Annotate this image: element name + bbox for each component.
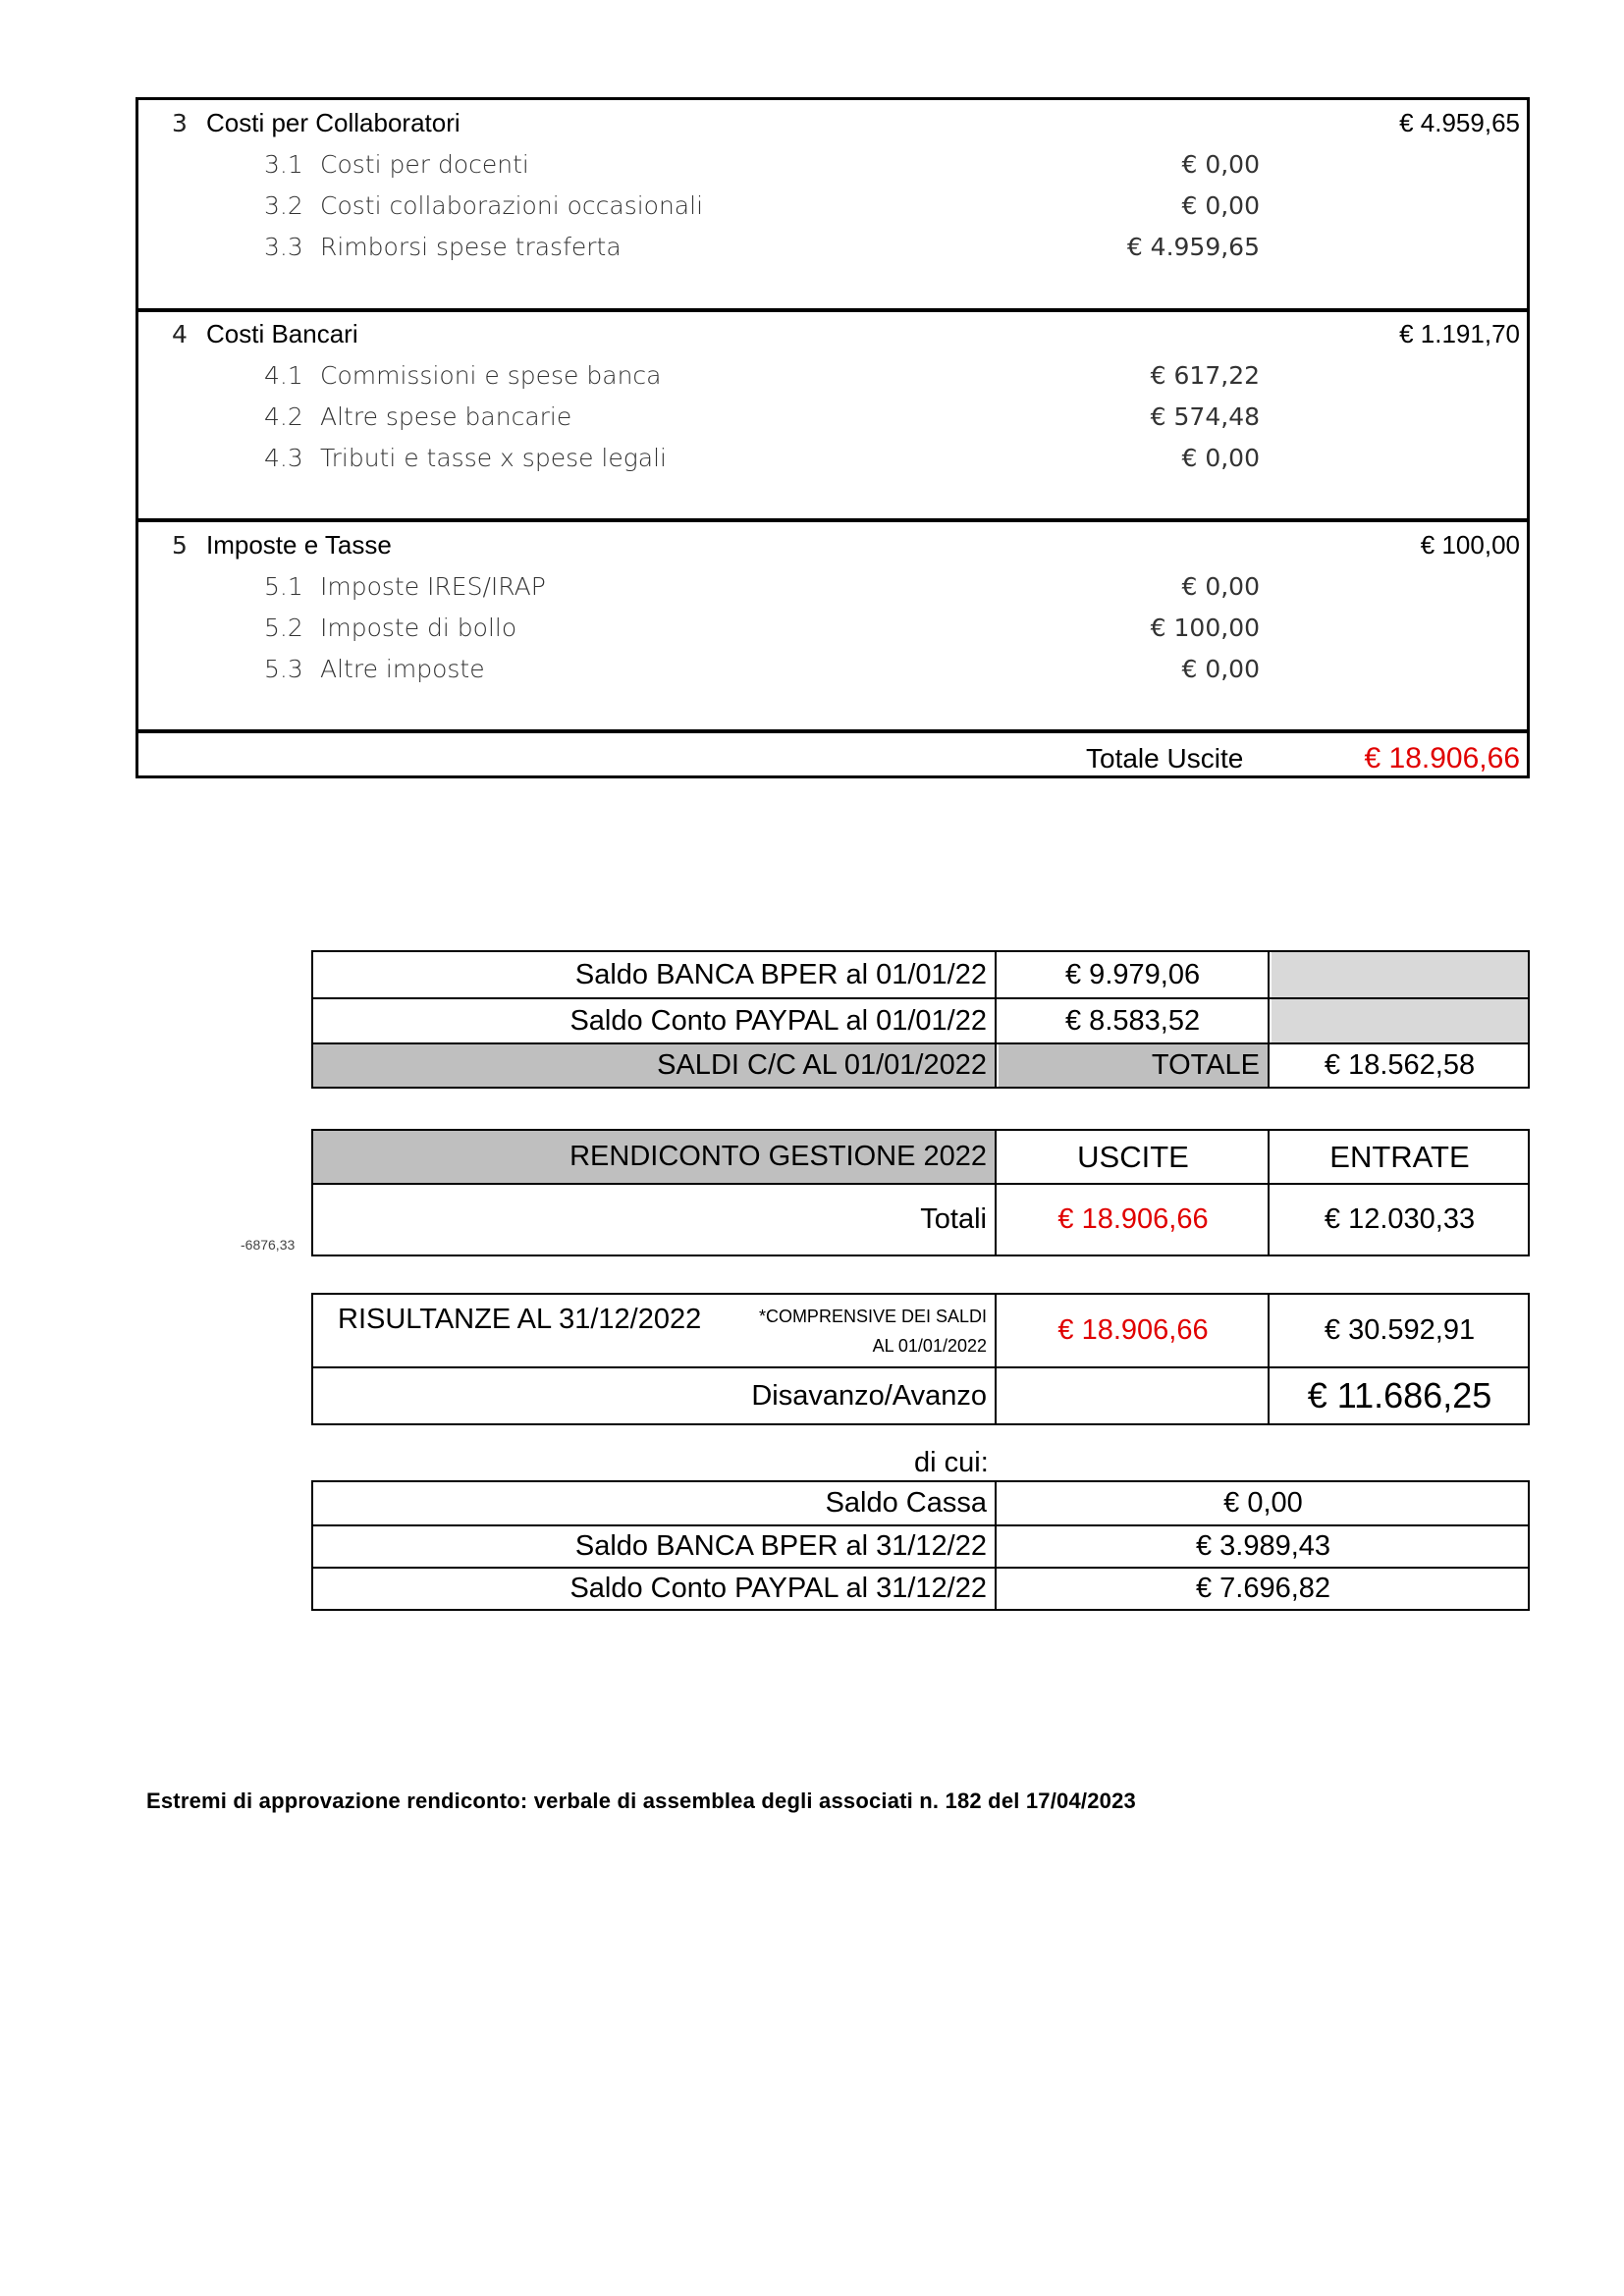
category-amount: € 1.191,70 (1399, 319, 1520, 348)
closing-balances-table (311, 1480, 1530, 1611)
row-amount: € 3.989,43 (1195, 1530, 1331, 1562)
item-amount: € 0,00 (1181, 191, 1260, 220)
empty-cell (999, 1368, 1270, 1423)
item-number: 3.3 (264, 233, 303, 261)
item-number: 4.1 (264, 361, 303, 390)
section-divider (135, 308, 1530, 312)
item-number: 5.3 (264, 655, 303, 683)
opening-balances-table (311, 950, 1530, 1089)
totali-entrate: € 12.030,33 (1324, 1203, 1476, 1235)
totale-amount: € 18.562,58 (1324, 1049, 1476, 1081)
empty-cell (1272, 952, 1528, 997)
table-row (313, 1183, 1528, 1255)
item-number: 4.2 (264, 402, 303, 431)
item-number: 4.3 (264, 444, 303, 472)
di-cui-label: di cui: (914, 1447, 989, 1478)
item-amount: € 100,00 (1150, 614, 1260, 642)
row-amount: € 8.583,52 (999, 999, 1270, 1042)
risultanze-title: RISULTANZE AL 31/12/2022 (338, 1304, 702, 1335)
item-label: Altre imposte (320, 655, 485, 683)
risultanze-note-line2: AL 01/01/2022 (872, 1336, 987, 1356)
item-label: Commissioni e spese banca (320, 361, 662, 390)
risultanze-entrate: € 30.592,91 (1324, 1314, 1476, 1346)
totali-uscite: € 18.906,66 (999, 1185, 1270, 1255)
table-row (313, 1366, 1528, 1423)
table-row (313, 1295, 1528, 1366)
result-label: Disavanzo/Avanzo (313, 1368, 997, 1423)
rendiconto-title: RENDICONTO GESTIONE 2022 (313, 1131, 997, 1183)
item-label: Rimborsi spese trasferta (320, 233, 622, 261)
expense-detail-box (135, 97, 1530, 778)
row-label: Saldo Conto PAYPAL al 31/12/22 (313, 1569, 997, 1609)
item-number: 3.2 (264, 191, 303, 220)
item-amount: € 574,48 (1150, 402, 1260, 431)
table-row (313, 997, 1528, 1042)
risultanze-cell (313, 1295, 997, 1366)
row-label: Saldo BANCA BPER al 01/01/22 (313, 952, 997, 997)
item-number: 3.1 (264, 150, 303, 179)
risultanze-uscite: € 18.906,66 (999, 1295, 1270, 1366)
section-divider (135, 729, 1530, 733)
item-label: Altre spese bancarie (320, 402, 572, 431)
item-label: Costi collaborazioni occasionali (320, 191, 704, 220)
side-note-value: -6876,33 (241, 1237, 296, 1253)
item-amount: € 4.959,65 (1126, 233, 1260, 261)
saldi-label: SALDI C/C AL 01/01/2022 (313, 1044, 997, 1087)
risultanze-note-line1: *COMPRENSIVE DEI SALDI (758, 1307, 987, 1326)
row-label: Saldo Conto PAYPAL al 01/01/22 (313, 999, 997, 1042)
category-title: Costi per Collaboratori (206, 108, 460, 137)
item-amount: € 0,00 (1181, 572, 1260, 601)
category-number: 4 (172, 320, 188, 348)
total-expenses-label: Totale Uscite (1086, 743, 1244, 774)
item-number: 5.2 (264, 614, 303, 642)
table-header-row (313, 1131, 1528, 1183)
item-label: Imposte di bollo (320, 614, 517, 642)
category-number: 5 (172, 531, 188, 560)
risultanze-table (311, 1293, 1530, 1425)
row-amount: € 9.979,06 (999, 952, 1270, 997)
table-row (313, 1482, 1528, 1524)
row-label: Saldo Cassa (313, 1482, 997, 1524)
approval-note: Estremi di approvazione rendiconto: verbale di assemblea degli associati n. 182 del 17/04/2023 (146, 1789, 1136, 1813)
category-number: 3 (172, 109, 188, 137)
item-label: Tributi e tasse x spese legali (320, 444, 667, 472)
column-header-entrate: ENTRATE (1329, 1139, 1470, 1174)
item-number: 5.1 (264, 572, 303, 601)
category-title: Imposte e Tasse (206, 530, 392, 560)
totale-label: TOTALE (999, 1044, 1270, 1087)
empty-cell (1272, 999, 1528, 1042)
table-row (313, 1524, 1528, 1567)
item-amount: € 0,00 (1181, 150, 1260, 179)
category-amount: € 4.959,65 (1399, 108, 1520, 137)
item-label: Costi per docenti (320, 150, 529, 179)
totali-label: Totali (313, 1185, 997, 1255)
row-label: Saldo BANCA BPER al 31/12/22 (313, 1526, 997, 1567)
item-amount: € 0,00 (1181, 444, 1260, 472)
table-row (313, 1567, 1528, 1609)
item-label: Imposte IRES/IRAP (320, 572, 546, 601)
result-amount: € 11.686,25 (1307, 1375, 1492, 1415)
total-expenses-amount: € 18.906,66 (1364, 742, 1520, 774)
category-amount: € 100,00 (1420, 530, 1520, 560)
item-amount: € 617,22 (1150, 361, 1260, 390)
table-row-total (313, 1042, 1528, 1087)
item-amount: € 0,00 (1181, 655, 1260, 683)
rendiconto-table (311, 1129, 1530, 1256)
table-row (313, 952, 1528, 997)
column-header-uscite: USCITE (999, 1131, 1270, 1183)
section-divider (135, 518, 1530, 522)
category-title: Costi Bancari (206, 319, 358, 348)
row-amount: € 7.696,82 (1195, 1573, 1331, 1604)
row-amount: € 0,00 (1223, 1487, 1303, 1519)
